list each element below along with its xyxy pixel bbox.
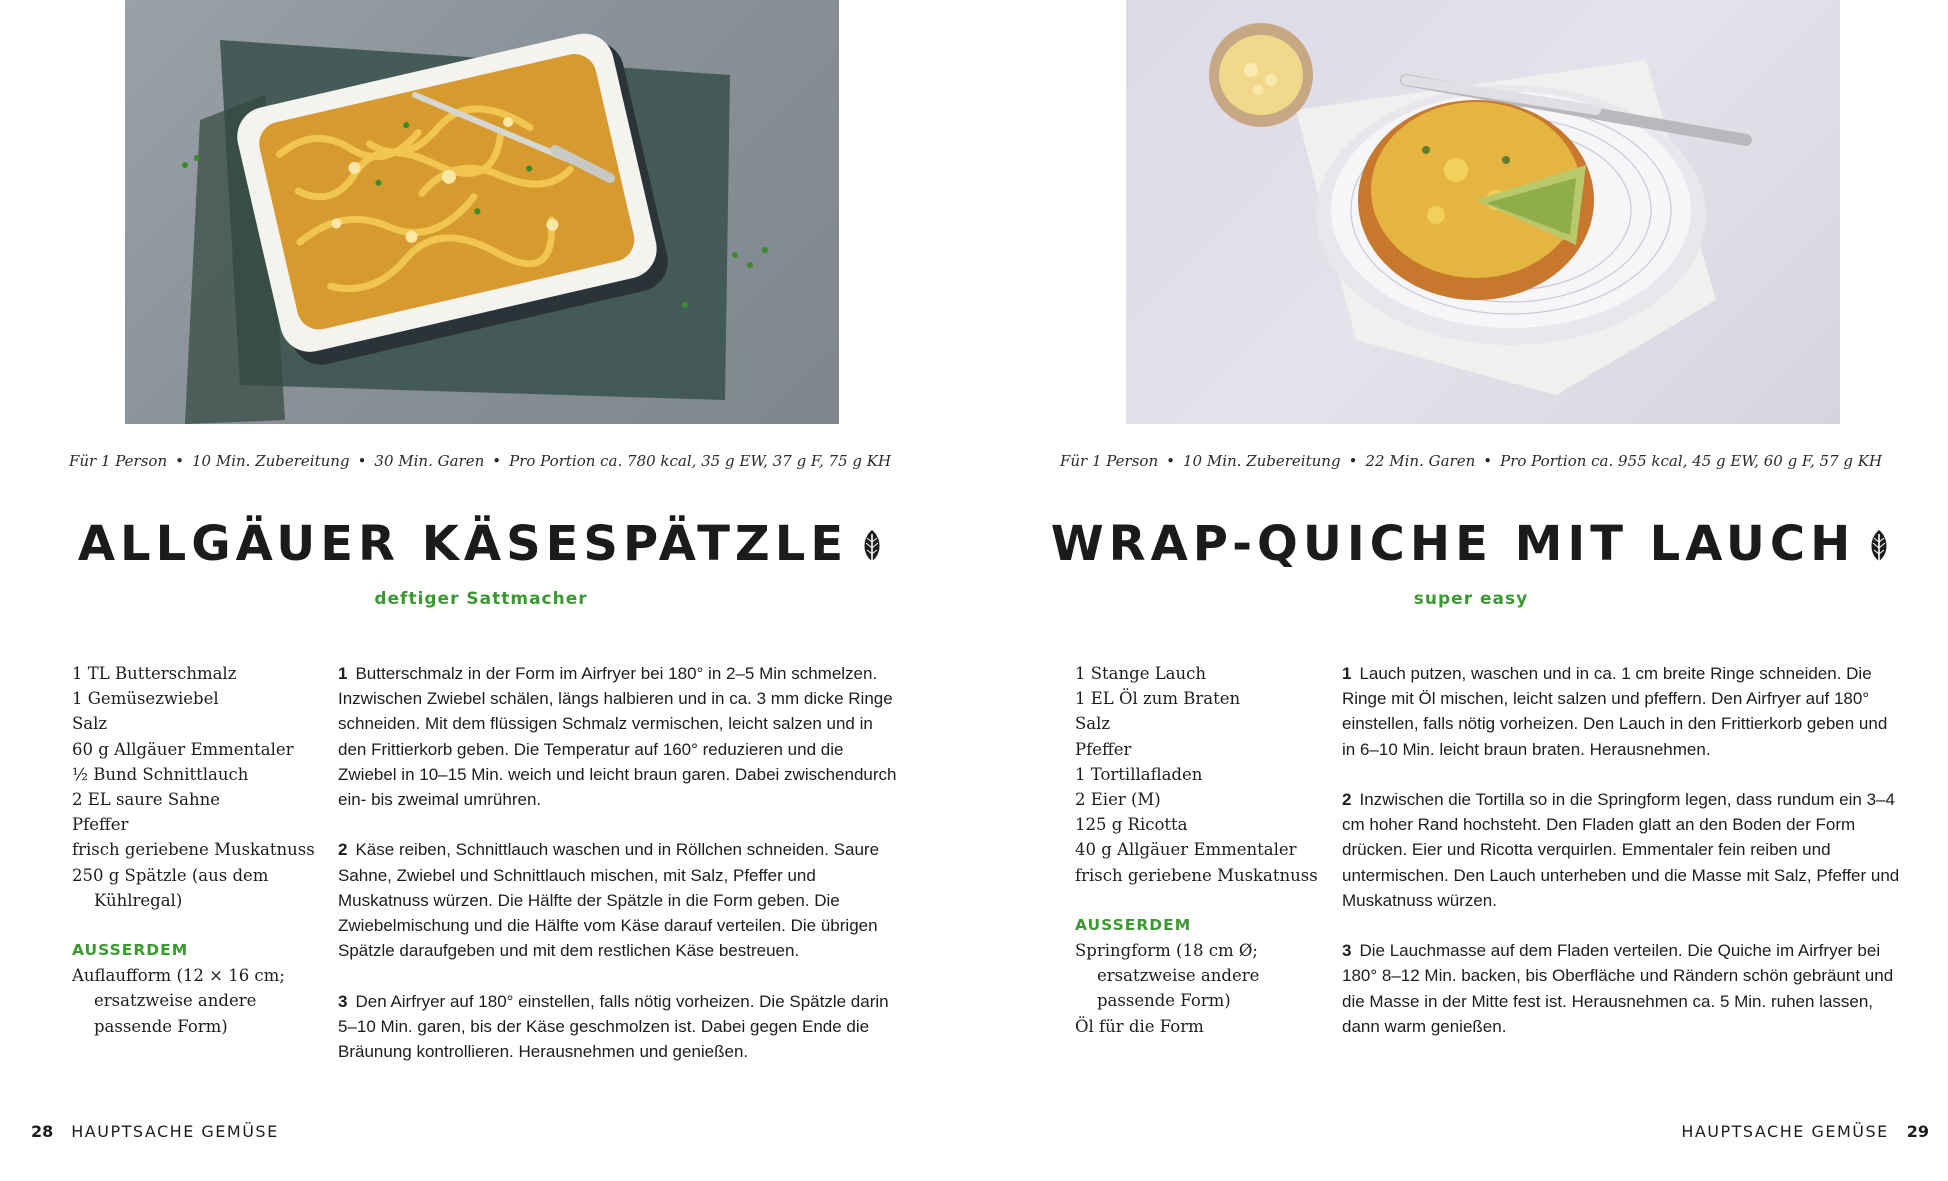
recipe-subtitle: deftiger Sattmacher	[374, 589, 588, 609]
meta-prep: 10 Min. Zubereitung	[1182, 452, 1341, 470]
steps-list	[338, 661, 898, 1089]
ingredient-item: 2 Eier (M)	[1075, 790, 1161, 810]
section-title: HAUPTSACHE GEMÜSE	[1681, 1122, 1889, 1141]
ingredient-item: Salz	[1075, 714, 1111, 734]
ingredient-item: Pfeffer	[1075, 739, 1132, 759]
extras-heading: AUSSERDEM	[72, 941, 189, 960]
ingredient-item: frisch geriebene Muskatnuss	[72, 840, 315, 860]
ingredient-item: 125 g Ricotta	[1075, 815, 1188, 835]
recipe-meta: Für 1 Person • 10 Min. Zubereitung • 30 Min. Garen • Pro Portion ca. 780 kcal, 35 g EW, 37 g F, 75 g KH	[68, 452, 892, 470]
steps-list	[1342, 661, 1902, 1064]
step-text: Inzwischen die Tortilla so in die Springform legen, dass rundum ein 3–4 cm hoher Rand hochsteht. Den Fladen glatt an den Boden der Form drücken. Eier und Ricotta verquirlen. Emmentaler fein reiben und untermischen. Den Lauch unterheben und die Masse mit Salz, Pfeffer und Muskatnuss würzen.	[1342, 790, 1900, 910]
page-number: 29	[1906, 1122, 1929, 1141]
wrap-quiche-photo	[1126, 0, 1840, 424]
ingredient-item: 1 EL Öl zum Braten	[1075, 689, 1241, 709]
step	[1342, 661, 1902, 762]
meta-prep: 10 Min. Zubereitung	[191, 452, 350, 470]
ingredient-item: 1 TL Butterschmalz	[72, 664, 237, 683]
step-text: Die Lauchmasse auf dem Fladen verteilen. Die Quiche im Airfryer bei 180° 8–12 Min. backen, bis Oberfläche und Rändern schön gebräunt und die Masse in der Mitte fest ist. Herausnehmen ca. 5 Min. ruhen lassen, dann warm genießen.	[1342, 941, 1894, 1036]
ingredient-item: 250 g Spätzle (aus dem Kühlregal)	[72, 865, 269, 910]
ingredient-item: 1 Tortillafladen	[1075, 764, 1203, 784]
extra-item: Auflaufform (12 × 16 cm; ersatzweise andere passende Form)	[72, 966, 285, 1036]
ingredient-item: 1 Gemüsezwiebel	[72, 689, 219, 709]
leaf-icon	[860, 528, 884, 566]
wrap-quiche-image	[1126, 0, 1840, 424]
recipe-title: ALLGÄUER KÄSESPÄTZLE	[77, 516, 849, 572]
ingredient-item: Pfeffer	[72, 815, 129, 835]
kaesespaetzle-photo	[125, 0, 839, 424]
recipe-title-row	[984, 516, 1948, 572]
recipe-subtitle: super easy	[1413, 589, 1529, 609]
step	[1342, 938, 1902, 1039]
step-number: 3	[1342, 941, 1352, 961]
meta-cook: 30 Min. Garen	[374, 452, 485, 470]
kaesespaetzle-image	[125, 0, 839, 424]
page-number: 28	[31, 1122, 54, 1141]
step-number: 2	[338, 840, 348, 860]
ingredients-list	[1075, 661, 1320, 1039]
step	[338, 661, 898, 812]
step-number: 2	[1342, 790, 1352, 809]
step-number: 3	[338, 991, 348, 1011]
step	[338, 989, 898, 1065]
recipe-meta: Für 1 Person • 10 Min. Zubereitung • 22 Min. Garen • Pro Portion ca. 955 kcal, 45 g EW, 60 g F, 57 g KH	[1059, 452, 1883, 470]
meta-persons: Für 1 Person	[68, 452, 168, 470]
step	[1342, 787, 1902, 913]
ingredient-item: 40 g Allgäuer Emmentaler	[1075, 840, 1297, 860]
step	[338, 837, 898, 963]
ingredient-item: frisch geriebene Muskatnuss	[1075, 865, 1318, 885]
recipe-title: WRAP-QUICHE MIT LAUCH	[1050, 516, 1856, 572]
ingredients-list	[72, 661, 317, 1039]
step-text: Butterschmalz in der Form im Airfryer bei 180° in 2–5 Min schmelzen. Inzwischen Zwiebel schälen, längs halbieren und in ca. 3 mm dicke Ringe schneiden. Mit dem flüssigen Schmalz vermischen, leicht salzen und in den Frittierkorb geben. Die Temperatur auf 160° reduzieren und die Zwiebel in 10–15 Min. weich und leicht braun garen. Dabei zwischendurch ein- bis zweimal umrühren.	[338, 664, 897, 810]
step-text: Käse reiben, Schnittlauch waschen und in Röllchen schneiden. Saure Sahne, Zwiebel und Schnittlauch mischen, mit Salz, Pfeffer und Muskatnuss würzen. Die Hälfte der Spätzle in die Form geben. Die Zwiebelmischung und die Hälfte vom Käse darauf verteilen. Die übrigen Spätzle daraufgeben und mit dem restlichen Käse bestreuen.	[338, 840, 880, 961]
meta-nutrition: Pro Portion ca. 955 kcal, 45 g EW, 60 g F, 57 g KH	[1500, 452, 1883, 470]
page-footer	[31, 1122, 279, 1141]
page-footer	[1681, 1122, 1929, 1141]
ingredient-item: Salz	[72, 714, 108, 734]
meta-persons: Für 1 Person	[1059, 452, 1159, 470]
extra-item: Springform (18 cm Ø; ersatzweise andere passende Form)	[1075, 941, 1260, 1011]
extra-item: Öl für die Form	[1075, 1016, 1204, 1036]
recipe-title-row	[0, 516, 968, 572]
meta-cook: 22 Min. Garen	[1365, 452, 1476, 470]
meta-nutrition: Pro Portion ca. 780 kcal, 35 g EW, 37 g F, 75 g KH	[509, 452, 892, 470]
step-text: Lauch putzen, waschen und in ca. 1 cm breite Ringe schneiden. Die Ringe mit Öl mischen, leicht salzen und pfeffern. Den Airfryer auf 180° einstellen, falls nötig vorheizen. Den Lauch in den Frittierkorb geben und in 6–10 Min. leicht braun braten. Herausnehmen.	[1342, 664, 1888, 759]
extras-heading: AUSSERDEM	[1075, 915, 1192, 934]
section-title: HAUPTSACHE GEMÜSE	[71, 1122, 279, 1141]
step-number: 1	[338, 664, 348, 683]
step-number: 1	[1342, 664, 1352, 683]
step-text: Den Airfryer auf 180° einstellen, falls nötig vorheizen. Die Spätzle darin 5–10 Min. garen, bis der Käse geschmolzen ist. Dabei gegen Ende die Bräunung kontrollieren. Herausnehmen und genießen.	[338, 991, 889, 1062]
ingredient-item: 1 Stange Lauch	[1075, 664, 1207, 683]
leaf-icon	[1867, 528, 1891, 566]
page-right	[974, 0, 1948, 1181]
ingredient-item: 2 EL saure Sahne	[72, 790, 220, 810]
ingredient-item: ½ Bund Schnittlauch	[72, 764, 249, 784]
ingredient-item: 60 g Allgäuer Emmentaler	[72, 739, 294, 759]
